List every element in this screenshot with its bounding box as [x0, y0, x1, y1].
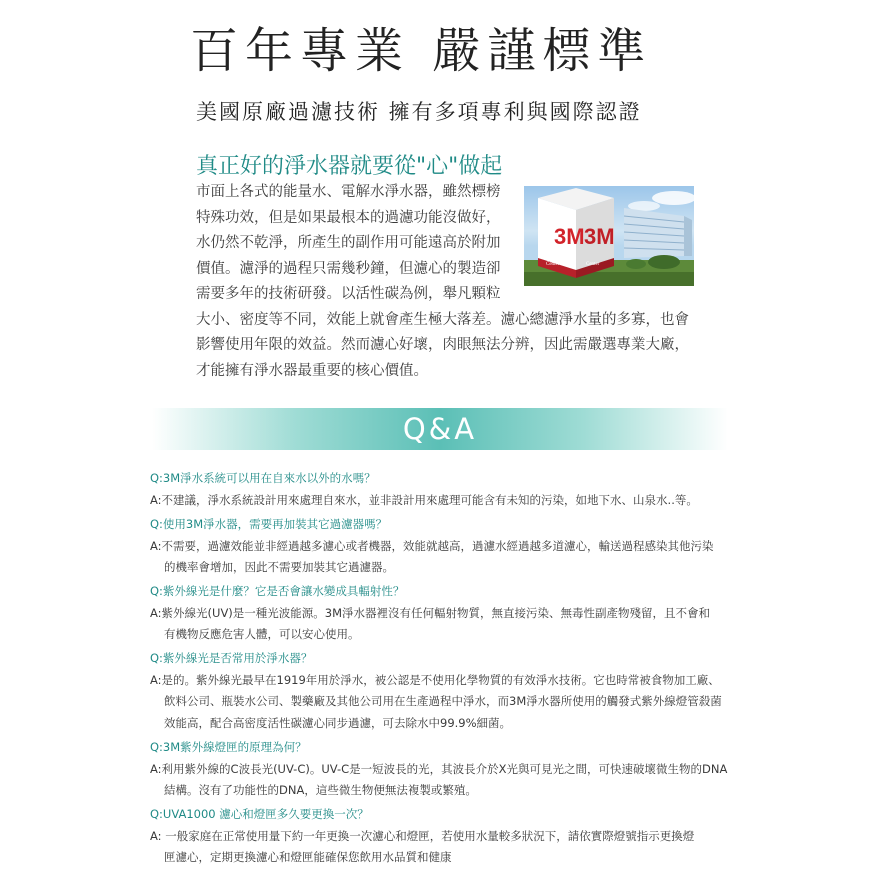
- intro-line: 特殊功效，但是如果最根本的過濾功能沒做好，: [196, 209, 501, 226]
- answer-line: 有機物反應危害人體，可以安心使用。: [164, 627, 360, 641]
- center-sign-right: Center: [586, 262, 600, 267]
- answer-line: 匣濾心，定期更換濾心和燈匣能確保您飲用水品質和健康: [164, 850, 452, 864]
- question: Q:3M淨水系統可以用在自來水以外的水嗎？: [150, 471, 376, 485]
- answer-line: 飲料公司、瓶裝水公司、製藥廠及其他公司用在生產過程中淨水，而3M淨水器所使用的觸發式紫外線燈管殺菌: [164, 694, 722, 708]
- answer-line: A:是的。紫外線光最早在1919年用於淨水，被公認是不使用化學物質的有效淨水技術。它也時常被食物加工廠、: [150, 672, 720, 687]
- question: Q:紫外線光是什麼？它是否會讓水變成具輻射性？: [150, 584, 405, 598]
- intro-heading: 真正好的淨水器就要從"心"做起: [196, 154, 503, 179]
- qa-banner: [152, 408, 728, 450]
- qa-item: [150, 804, 750, 869]
- 3m-logo-left: 3M: [554, 224, 585, 249]
- question: Q:3M紫外線燈匣的原理為何？: [150, 740, 307, 754]
- answer-line: 結構。沒有了功能性的DNA，這些微生物便無法複製或繁殖。: [164, 783, 477, 797]
- answer: [150, 490, 750, 512]
- answer-line: A:不建議，淨水系統設計用來處理自來水，並非設計用來處理可能含有未知的污染，如地下水、山泉水..等。: [150, 492, 698, 507]
- qa-title: Q&A: [402, 412, 478, 446]
- answer: [150, 536, 750, 579]
- 3m-center-photo: [524, 186, 694, 286]
- answer-line: A:不需要，過濾效能並非經過越多濾心或者機器，效能就越高，過濾水經過越多道濾心，輸送過程感染其他污染: [150, 538, 714, 553]
- answer-line: 的機率會增加，因此不需要加裝其它過濾器。: [164, 560, 394, 574]
- intro-line: 需要多年的技術研發。以活性碳為例，舉凡顆粒: [196, 286, 501, 302]
- answer-line: A: 一般家庭在正常使用量下約一年更換一次濾心和燈匣，若使用水量較多狀況下，請依實際燈號指示更換燈: [150, 828, 695, 843]
- question: Q:UVA1000 濾心和燈匣多久要更換一次？: [150, 807, 369, 821]
- answer-line: A:利用紫外線的C波長光(UV-C)。UV-C是一短波長的光，其波長介於X光與可見光之間，可快速破壞微生物的DNA: [150, 761, 728, 776]
- answer: [150, 670, 750, 735]
- intro-line: 影響使用年限的效益。然而濾心好壞，肉眼無法分辨，因此需嚴選專業大廠，: [196, 337, 689, 353]
- hero-title: 百年專業 嚴謹標準: [190, 23, 653, 79]
- hero-subtitle: 美國原廠過濾技術 擁有多項專利與國際認證: [196, 100, 642, 124]
- answer-line: A:紫外線光(UV)是一種光波能源。3M淨水器裡沒有任何輻射物質，無直接污染、無毒性副產物殘留，且不會和: [150, 605, 711, 620]
- question: Q:紫外線光是否常用於淨水器？: [150, 651, 313, 665]
- intro-line: 水仍然不乾淨，所產生的副作用可能遠高於附加: [196, 235, 501, 251]
- intro-line: 價值。濾淨的過程只需幾秒鐘，但濾心的製造卻: [196, 260, 501, 277]
- qa-item: [150, 468, 750, 511]
- intro-line: 大小、密度等不同，效能上就會產生極大落差。濾心總濾淨水量的多寡，也會: [196, 311, 689, 328]
- question: Q:使用3M淨水器，需要再加裝其它過濾器嗎？: [150, 517, 388, 531]
- intro-line: 市面上各式的能量水、電解水淨水器，雖然標榜: [196, 184, 501, 200]
- intro-line: 才能擁有淨水器最重要的核心價值。: [196, 362, 428, 379]
- answer: [150, 759, 750, 802]
- qa-item: [150, 514, 750, 579]
- qa-item: [150, 648, 750, 734]
- 3m-building-illustration: [524, 186, 694, 286]
- qa-item: [150, 737, 750, 802]
- answer-line: 效能高，配合高密度活性碳濾心同步過濾，可去除水中99.9%細菌。: [164, 715, 512, 730]
- qa-item: [150, 581, 750, 646]
- answer: [150, 826, 750, 869]
- center-sign-left: Center: [546, 262, 560, 267]
- answer: [150, 603, 750, 646]
- 3m-logo-right: 3M: [584, 224, 615, 249]
